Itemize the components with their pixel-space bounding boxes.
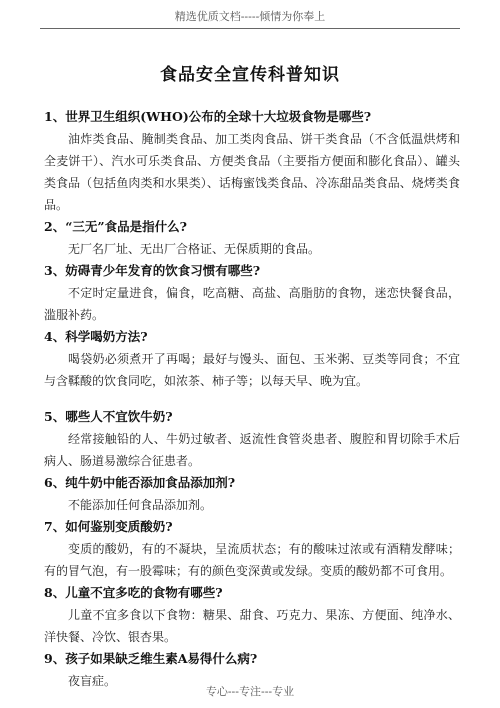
answer-5: 经常接触铅的人、牛奶过敏者、返流性食管炎患者、腹腔和胃切除手术后病人、肠道易激综合征患者。: [44, 432, 460, 468]
question-3: 3、妨碍青少年发育的饮食习惯有哪些?: [44, 263, 261, 278]
document-title: 食品安全宣传科普知识: [160, 65, 340, 85]
answer-8: 儿童不宜多食以下食物：糖果、甜食、巧克力、果冻、方便面、纯净水、洋快餐、冷饮、银杏果。: [44, 608, 460, 644]
qa-section-4: [44, 326, 460, 392]
answer-4: 喝袋奶必须煮开了再喝；最好与馒头、面包、玉米粥、豆类等同食；不宜与含鞣酸的饮食同吃，如浓茶、柿子等；以每天早、晚为宜。: [44, 352, 460, 388]
page-header: 精选优质文档-----倾情为你奉上: [174, 10, 326, 23]
question-5: 5、哪些人不宜饮牛奶?: [44, 409, 173, 424]
qa-section-2: [44, 216, 460, 260]
question-2: 2、“三无”食品是指什么?: [44, 219, 187, 234]
qa-section-5: [44, 406, 460, 472]
qa-section-7: [44, 516, 460, 582]
question-8: 8、儿童不宜多吃的食物有哪些?: [44, 585, 223, 600]
question-7: 7、如何鉴别变质酸奶?: [44, 519, 173, 534]
document-body: [44, 106, 460, 692]
answer-9: 夜盲症。: [68, 674, 117, 688]
question-9: 9、孩子如果缺乏维生素A易得什么病?: [44, 651, 258, 666]
header-divider: [40, 28, 460, 29]
qa-section-3: [44, 260, 460, 326]
answer-6: 不能添加任何食品添加剂。: [68, 498, 213, 512]
answer-7: 变质的酸奶，有的不凝块，呈流质状态；有的酸味过浓或有酒精发酵味；有的冒气泡，有一股霉味；有的颜色变深黄或发绿。变质的酸奶都不可食用。: [44, 542, 460, 578]
page-footer: 专心---专注---专业: [205, 685, 295, 698]
question-4: 4、科学喝奶方法?: [44, 329, 148, 344]
question-1: 1、世界卫生组织(WHO)公布的全球十大垃圾食物是哪些?: [44, 109, 372, 124]
qa-section-6: [44, 472, 460, 516]
answer-3: 不定时定量进食，偏食，吃高糖、高盐、高脂肪的食物，迷恋快餐食品，滥服补药。: [44, 286, 460, 322]
qa-section-1: [44, 106, 460, 216]
answer-2: 无厂名厂址、无出厂合格证、无保质期的食品。: [68, 242, 321, 256]
answer-1: 油炸类食品、腌制类食品、加工类肉食品、饼干类食品（不含低温烘烤和全麦饼干）、汽水可乐类食品、方便类食品（主要指方便面和膨化食品）、罐头类食品（包括鱼肉类和水果类）、话梅蜜饯类食品、冷冻甜品类食品、烧烤类食品。: [44, 132, 460, 212]
qa-section-8: [44, 582, 460, 648]
question-6: 6、纯牛奶中能否添加食品添加剂?: [44, 475, 236, 490]
